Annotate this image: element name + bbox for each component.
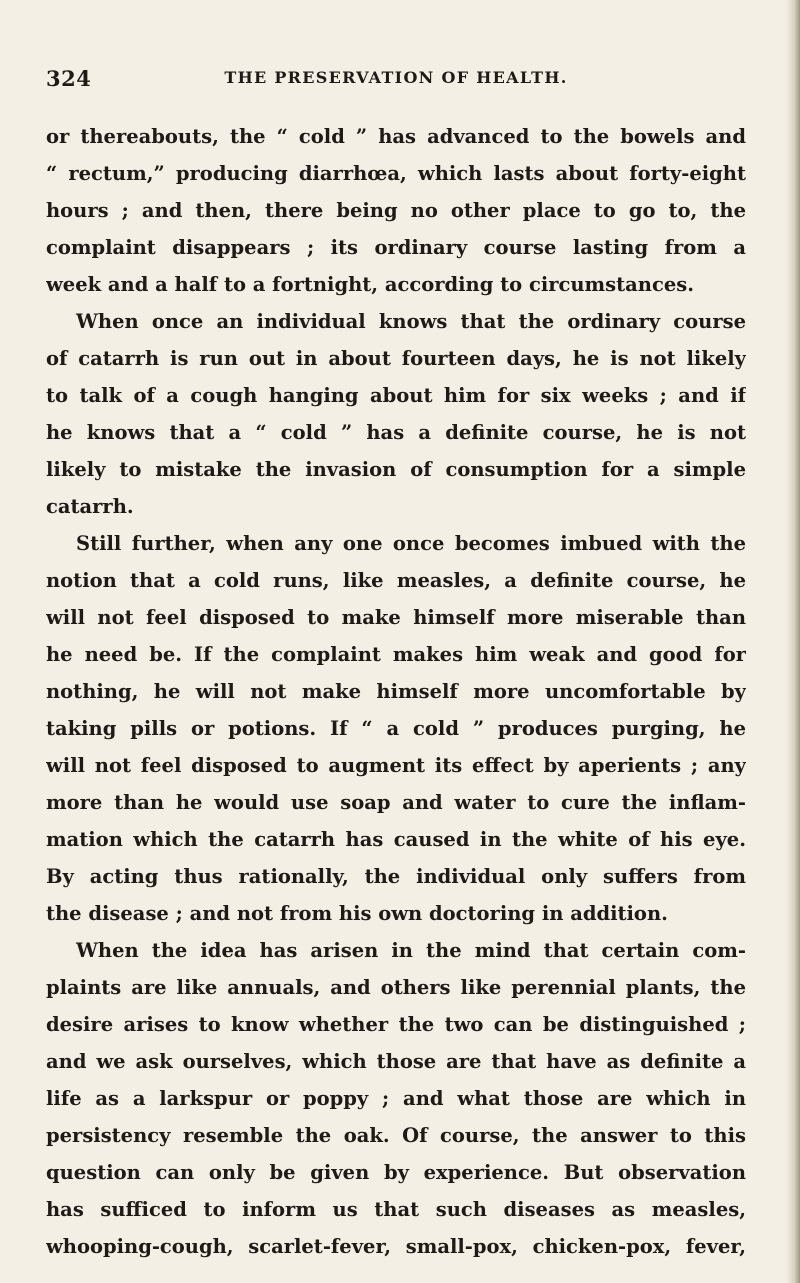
text-line: plaints are like annuals, and others like perennial plants, the <box>46 976 746 999</box>
running-title: THE PRESERVATION OF HEALTH. <box>224 68 568 87</box>
paragraph-start-line: Still further, when any one once becomes imbued with the <box>76 532 746 555</box>
text-line: desire arises to know whether the two can be distinguished ; <box>46 1013 746 1036</box>
text-line: hours ; and then, there being no other place to go to, the <box>46 199 746 222</box>
page-header <box>46 66 746 92</box>
text-line: notion that a cold runs, like measles, a definite course, he <box>46 569 746 592</box>
text-line: will not feel disposed to make himself more miserable than <box>46 606 746 629</box>
text-line: has sufficed to inform us that such diseases as measles, <box>46 1198 746 1221</box>
text-line: the disease ; and not from his own doctoring in addition. <box>46 902 668 925</box>
text-line: to talk of a cough hanging about him for six weeks ; and if <box>46 384 746 407</box>
text-line: week and a half to a fortnight, according to circumstances. <box>46 273 695 296</box>
text-line: more than he would use soap and water to cure the inflam- <box>46 791 746 814</box>
text-line: mation which the catarrh has caused in the white of his eye. <box>46 828 746 851</box>
text-line: he knows that a “ cold ” has a definite course, he is not <box>46 421 746 444</box>
page-edge-shadow <box>786 0 800 1283</box>
text-line: question can only be given by experience. But observation <box>46 1161 746 1184</box>
text-line: By acting thus rationally, the individual only suffers from <box>46 865 746 888</box>
text-line: “ rectum,” producing diarrhœa, which lasts about forty-eight <box>46 162 746 185</box>
text-line: taking pills or potions. If “ a cold ” produces purging, he <box>46 717 746 740</box>
text-line: catarrh. <box>46 495 134 518</box>
paragraph-start-line: When the idea has arisen in the mind that certain com- <box>76 939 746 962</box>
text-line: whooping-cough, scarlet-fever, small-pox, chicken-pox, fever, <box>46 1235 746 1258</box>
text-line: and we ask ourselves, which those are that have as definite a <box>46 1050 746 1073</box>
body-text <box>46 118 746 1265</box>
text-line: complaint disappears ; its ordinary course lasting from a <box>46 236 746 259</box>
text-line: likely to mistake the invasion of consumption for a simple <box>46 458 746 481</box>
page-number: 324 <box>46 66 92 91</box>
text-line: of catarrh is run out in about fourteen days, he is not likely <box>46 347 746 370</box>
paragraph-start-line: When once an individual knows that the ordinary course <box>76 310 746 333</box>
text-line: life as a larkspur or poppy ; and what those are which in <box>46 1087 746 1110</box>
text-line: or thereabouts, the “ cold ” has advanced to the bowels and <box>46 125 746 148</box>
text-line: he need be. If the complaint makes him weak and good for <box>46 643 746 666</box>
text-line: persistency resemble the oak. Of course, the answer to this <box>46 1124 746 1147</box>
text-line: will not feel disposed to augment its effect by aperients ; any <box>46 754 746 777</box>
text-line: nothing, he will not make himself more uncomfortable by <box>46 680 746 703</box>
